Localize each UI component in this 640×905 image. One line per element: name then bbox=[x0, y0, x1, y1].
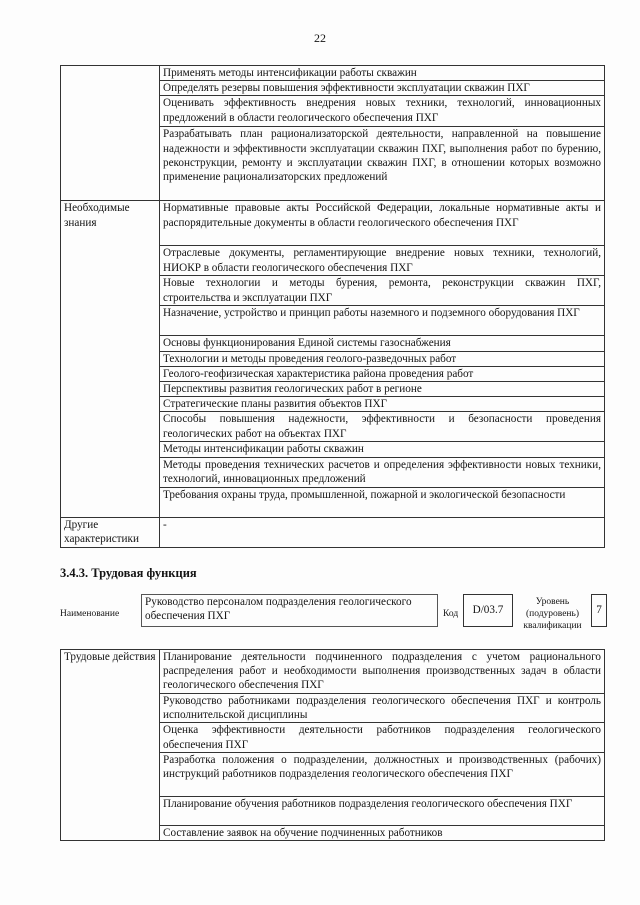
row-label-other: Другие характеристики bbox=[61, 517, 160, 547]
labor-actions-table bbox=[60, 649, 605, 841]
level-value: 7 bbox=[591, 594, 607, 627]
table-cell: Назначение, устройство и принцип работы наземного и подземного оборудования ПХГ bbox=[160, 306, 605, 336]
table-cell: Отраслевые документы, регламентирующие внедрение новых техники, технологий, НИОКР в области геологического обеспечения ПХГ bbox=[160, 246, 605, 276]
code-value: D/03.7 bbox=[463, 594, 513, 627]
name-label: Наименование bbox=[60, 609, 120, 619]
table-cell: Оценивать эффективность внедрения новых техники, технологий, инновационных предложений в области геологического обеспечения ПХГ bbox=[160, 96, 605, 127]
level-label: Уровень (подуровень) квалификации bbox=[523, 597, 582, 631]
table-cell: Геолого-геофизическая характеристика района проведения работ bbox=[160, 366, 605, 381]
table-cell: Требования охраны труда, промышленной, пожарной и экологической безопасности bbox=[160, 487, 605, 517]
name-value: Руководство персоналом подразделения геологического обеспечения ПХГ bbox=[141, 594, 438, 627]
table-row bbox=[61, 201, 605, 246]
table-cell: Способы повышения надежности, эффективности и безопасности проведения геологических работ на объектах ПХГ bbox=[160, 412, 605, 442]
table-cell: Стратегические планы развития объектов ПХГ bbox=[160, 397, 605, 412]
function-header bbox=[60, 590, 610, 640]
table-cell: Новые технологии и методы бурения, ремонта, реконструкции скважин ПХГ, строительства и эксплуатации ПХГ bbox=[160, 276, 605, 306]
table-cell: Методы проведения технических расчетов и определения эффективности новых техники, технологий, инновационных предложений bbox=[160, 457, 605, 487]
table-cell: Руководство работниками подразделения геологического обеспечения ПХГ и контроль исполнительской дисциплины bbox=[160, 694, 605, 723]
table-cell: - bbox=[160, 517, 605, 547]
table-cell: Применять методы интенсификации работы скважин bbox=[160, 66, 605, 81]
table-cell: Технологии и методы проведения геолого-разведочных работ bbox=[160, 351, 605, 366]
skills-knowledge-table bbox=[60, 65, 605, 548]
table-cell: Планирование обучения работников подразделения геологического обеспечения ПХГ bbox=[160, 796, 605, 825]
row-label-empty bbox=[61, 66, 160, 201]
table-cell: Методы интенсификации работы скважин bbox=[160, 442, 605, 457]
table-cell: Составление заявок на обучение подчиненных работников bbox=[160, 825, 605, 840]
table-cell: Оценка эффективности деятельности работников подразделения геологического обеспечения ПХГ bbox=[160, 723, 605, 752]
table-row bbox=[61, 517, 605, 547]
page-number: 22 bbox=[314, 31, 326, 45]
table-cell: Разработка положения о подразделении, должностных и производственных (рабочих) инструкций работников подразделения геологического обеспечения ПХГ bbox=[160, 752, 605, 796]
table-cell: Определять резервы повышения эффективности эксплуатации скважин ПХГ bbox=[160, 81, 605, 96]
table-row bbox=[61, 66, 605, 81]
table-row bbox=[61, 650, 605, 694]
table-cell: Разрабатывать план рационализаторской деятельности, направленной на повышение надежности и эффективности эксплуатации скважин ПХГ, выполнения работ по бурению, реконструкции, ремонту и эксплуатации скважин ПХГ, в отношении которых возможно применение рационализаторских предложений bbox=[160, 127, 605, 201]
row-label-knowledge: Необходимые знания bbox=[61, 201, 160, 517]
row-label-actions: Трудовые действия bbox=[61, 650, 160, 841]
section-title: 3.4.3. Трудовая функция bbox=[60, 566, 197, 580]
code-label: Код bbox=[443, 609, 459, 619]
table-cell: Основы функционирования Единой системы газоснабжения bbox=[160, 336, 605, 351]
table-cell: Планирование деятельности подчиненного подразделения с учетом рационального распределения работ и необходимости выполнения производственных задач в области геологического обеспечения ПХГ bbox=[160, 650, 605, 694]
table-cell: Нормативные правовые акты Российской Федерации, локальные нормативные акты и распорядительные документы в области геологического обеспечения ПХГ bbox=[160, 201, 605, 246]
table-cell: Перспективы развития геологических работ в регионе bbox=[160, 382, 605, 397]
